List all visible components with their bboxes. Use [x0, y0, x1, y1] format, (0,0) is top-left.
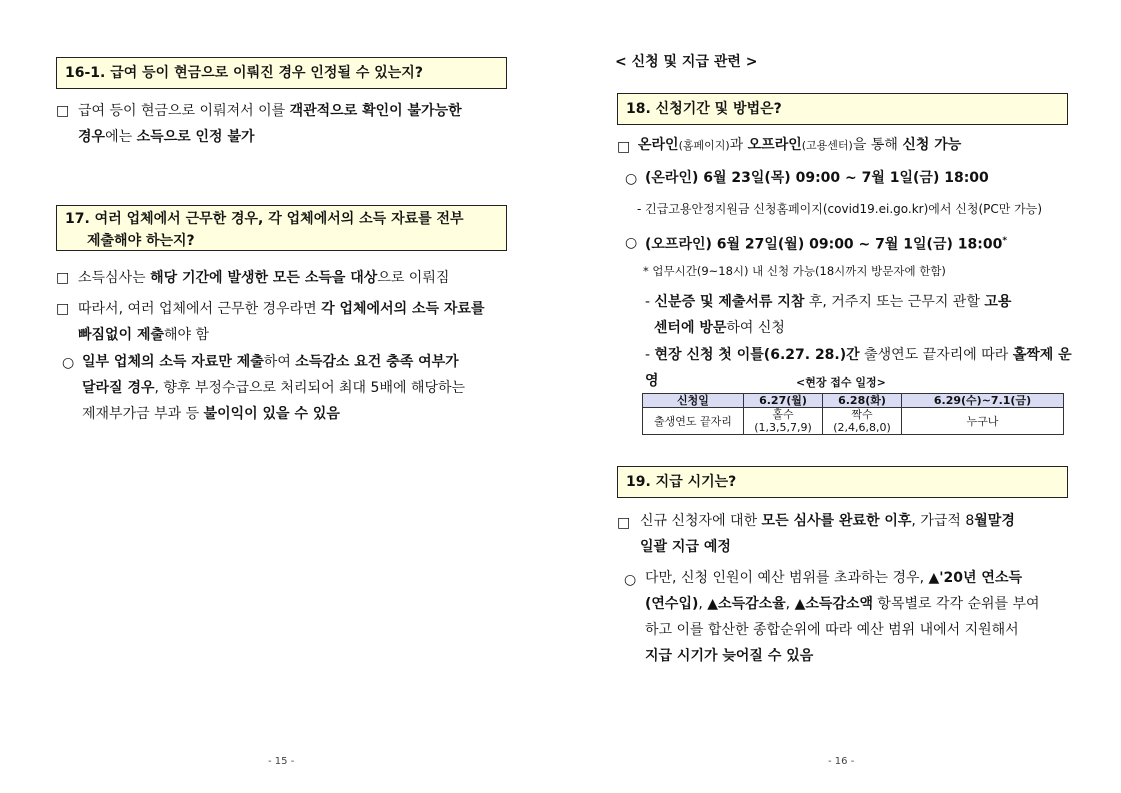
question-19-title: 19. 지급 시기는? [626, 474, 737, 490]
offline-detail-2: - 현장 신청 첫 이틀(6.27. 28.)간 출생연도 끝자리에 따라 홀짝제 운영 [645, 347, 1072, 389]
table-header-row [643, 394, 1064, 408]
circle-bullet-icon: ○ [625, 235, 638, 251]
table-header-cell: 6.29(수)~7.1(금) [902, 394, 1064, 408]
section-title: < 신청 및 지급 관련 > [615, 54, 758, 70]
table-cell: 출생연도 끝자리 [643, 408, 744, 435]
table-cell: 홀수(1,3,5,7,9) [744, 408, 823, 435]
schedule-table [642, 393, 1064, 435]
circle-bullet-icon: ○ [625, 171, 638, 187]
table-cell: 누구나 [902, 408, 1064, 435]
online-period: (온라인) 6월 23일(목) 09:00 ~ 7월 1일(금) 18:00 [645, 170, 989, 186]
square-bullet-icon: □ [56, 301, 70, 317]
answer-17-b: 따라서, 여러 업체에서 근무한 경우라면 각 업체에서의 소득 자료를 빠짐없이 제출해야 함 [78, 301, 485, 343]
question-16-1-box [56, 57, 507, 89]
question-17-title-line2: 제출해야 하는지? [87, 233, 195, 249]
page-16 [560, 0, 1121, 793]
answer-18-a: 온라인(홈페이지)과 오프라인(고용센터)을 통해 신청 가능 [638, 137, 962, 153]
offline-note: * 업무시간(9~18시) 내 신청 가능(18시까지 방문자에 한함) [643, 264, 946, 278]
table-cell: 짝수(2,4,6,8,0) [823, 408, 902, 435]
table-header-cell: 6.28(화) [823, 394, 902, 408]
answer-19-a: 신규 신청자에 대한 모든 심사를 완료한 이후, 가급적 8월말경 일괄 지급 예정 [640, 513, 1015, 555]
page-number-15: - 15 - [268, 756, 295, 767]
answer-17-c: 일부 업체의 소득 자료만 제출하여 소득감소 요건 충족 여부가 달라질 경우, 향후 부정수급으로 처리되어 최대 5배에 해당하는 제재부가금 부과 등 불이익이 있을 수 있음 [82, 354, 466, 422]
table-caption: <현장 접수 일정> [796, 376, 886, 389]
square-bullet-icon: □ [617, 515, 631, 531]
question-17-box [56, 205, 507, 251]
question-19-box [617, 466, 1068, 498]
offline-period: (오프라인) 6월 27일(월) 09:00 ~ 7월 1일(금) 18:00* [645, 236, 1008, 253]
answer-16-1: 급여 등이 현금으로 이뤄져서 이를 객관적으로 확인이 불가능한 경우에는 소득으로 인정 불가 [78, 103, 462, 145]
table-header-cell: 신청일 [643, 394, 744, 408]
square-bullet-icon: □ [56, 103, 70, 119]
question-18-box [617, 93, 1068, 125]
question-18-title: 18. 신청기간 및 방법은? [626, 101, 782, 117]
table-row [643, 408, 1064, 435]
page-15 [0, 0, 560, 793]
online-detail: - 긴급고용안정지원금 신청홈페이지(covid19.ei.go.kr)에서 신청(PC만 가능) [637, 202, 1043, 216]
answer-19-b: 다만, 신청 인원이 예산 범위를 초과하는 경우, ▲'20년 연소득 (연수입), ▲소득감소율, ▲소득감소액 항목별로 각각 순위를 부여 하고 이를 합산한 종합순위에 따라 예산 범위 내에서 지원해서 지급 시기가 늦어질 수 있음 [645, 570, 1040, 664]
question-17-title-line1: 17. 여러 업체에서 근무한 경우, 각 업체에서의 소득 자료를 전부 [65, 211, 464, 227]
square-bullet-icon: □ [617, 139, 631, 155]
question-16-1-title: 16-1. 급여 등이 현금으로 이뤄진 경우 인정될 수 있는지? [65, 65, 423, 81]
table-header-cell: 6.27(월) [744, 394, 823, 408]
offline-detail-1: - 신분증 및 제출서류 지참 후, 거주지 또는 근무지 관할 고용 센터에 방문하여 신청 [645, 294, 1012, 336]
circle-bullet-icon: ○ [62, 355, 75, 371]
page-number-16: - 16 - [828, 756, 855, 767]
square-bullet-icon: □ [56, 270, 70, 286]
answer-17-a: 소득심사는 해당 기간에 발생한 모든 소득을 대상으로 이뤄짐 [78, 270, 450, 286]
circle-bullet-icon: ○ [624, 572, 637, 588]
